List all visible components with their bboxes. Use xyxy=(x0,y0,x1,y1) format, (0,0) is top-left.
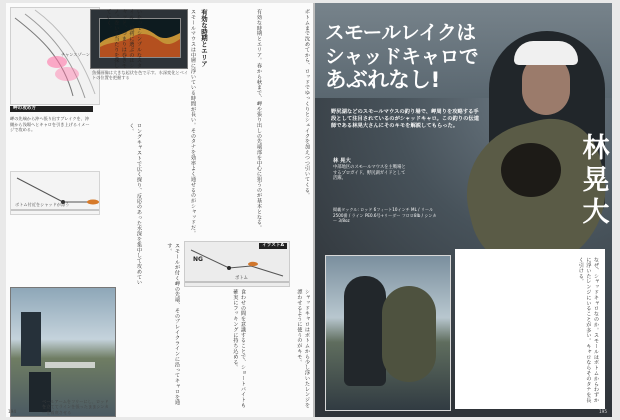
box-text: 岬の先端から沖へ張り出すブレイクを、沖側から浅場へとキャロを引き上げるイメージで攻める。 xyxy=(10,116,90,133)
headline-line-2: シャッドキャロで xyxy=(325,45,479,68)
article-text-col-1: いたってシンプルなスタイル。最初に選ぶのはシャッド、つまりは巻きモノ。巻いて当たりを探していく。 xyxy=(105,9,142,69)
sonar-caption: 魚探画像は大きな起伏を色で示す。水深変化とベイトの位置を把握する xyxy=(92,70,188,81)
article-text-col-4: ボトムまで沈めてから、ロッドでゆっくりとシェイクを加えつつ引いてくる。 xyxy=(304,9,310,198)
headline xyxy=(325,21,503,93)
magazine-spread xyxy=(6,3,612,417)
left-page xyxy=(6,3,313,417)
illustration-a-label: イラストA xyxy=(259,243,287,249)
lake-photo-figure xyxy=(11,288,115,416)
chance-zone-label: チャンスゾーン xyxy=(61,52,90,57)
inset-angler-photo xyxy=(325,255,451,411)
heading-season-area: 有効な時期とエリア xyxy=(200,9,208,67)
right-bottom-column xyxy=(455,249,605,409)
headline-line-1: スモールレイクは xyxy=(325,21,476,44)
right-page xyxy=(315,3,612,417)
lake-photo xyxy=(10,287,116,417)
ng-mark: NG xyxy=(193,256,203,263)
article-text-col-3: 有効な時期とエリア。春から秋まで、岬や張り出しの先端部を中心に狙うのが基本となる。 xyxy=(256,9,262,231)
name-char-3: 大 xyxy=(582,197,610,228)
name-char-2: 晃 xyxy=(582,165,610,196)
byline-profile: 中部地区のスモールマウスを主戦場とするプロガイド。野尻湖ガイドとして活躍。 xyxy=(333,164,406,182)
headline-line-3: あぶれなし! xyxy=(325,68,440,93)
name-char-1: 林 xyxy=(582,133,610,164)
byline xyxy=(333,159,407,182)
left-page-number: 194 xyxy=(8,409,16,414)
illustration-bottom-label: ボトム xyxy=(235,276,248,281)
inset-angler xyxy=(344,276,386,386)
bass-mouth xyxy=(501,143,561,197)
lead-text: 野尻湖などのスモールマウスの釣り場で、岬周りを攻略する手段として注目されているのがシャッドキャロ。この釣りの伝道師である林晃大さんにそのキモを解説してもらった。 xyxy=(331,109,479,129)
article-text-col-6: スモールが付く岬の先端、そのブレイクラインに沿ってキャロを通す。 xyxy=(166,243,180,405)
article-text-col-5: ロングキャストで広く探り、反応のあった水深を集中して攻めていく。 xyxy=(128,123,142,285)
right-page-number: 195 xyxy=(599,409,607,414)
angler-name-large xyxy=(581,133,611,229)
right-bottom-text: なぜ、シャッドキャロなのか。スモールはボトムからわずかに浮いたレンジにいることが多い。キャロならそのタナを長く引ける。 xyxy=(577,257,599,403)
byline-name: 林 晃大 xyxy=(333,158,351,164)
article-text-col-7: 食わせの間を意識することで、ショートバイトも確実にフッキングに持ち込める。 xyxy=(232,289,246,408)
article-text-col-2: スモールマウスは中層に浮いている時間が長い。そのタナを効率よく通せるのがシャッドだ。 xyxy=(190,9,196,236)
illustration-a xyxy=(184,241,290,287)
chance-zone-diagram xyxy=(10,7,100,105)
shad-diagram-caption: ボトム付近をシャッドが漂う xyxy=(15,202,70,207)
box-title: 岬の攻め方 xyxy=(10,106,93,112)
shad-diagram xyxy=(10,171,100,215)
article-text-col-8: シャッドキャロはボトムから少し浮いたレンジを漂わせるように使うのがキモ。 xyxy=(296,289,310,408)
tackle-note: 掲載タックル: ロッド 6フィート10インチ ML / リール 2500番 / ライン PE0.6号+リーダー フロロ8lb / シンカー 3/8oz xyxy=(333,207,437,224)
lake-caption: ベールアームをフリーにし、ロッドを立ててラインを張ったままシンカーを着底させる xyxy=(42,399,109,415)
inset-bass xyxy=(382,286,436,382)
rig-diagram xyxy=(11,172,99,214)
angler-cap xyxy=(514,41,578,65)
